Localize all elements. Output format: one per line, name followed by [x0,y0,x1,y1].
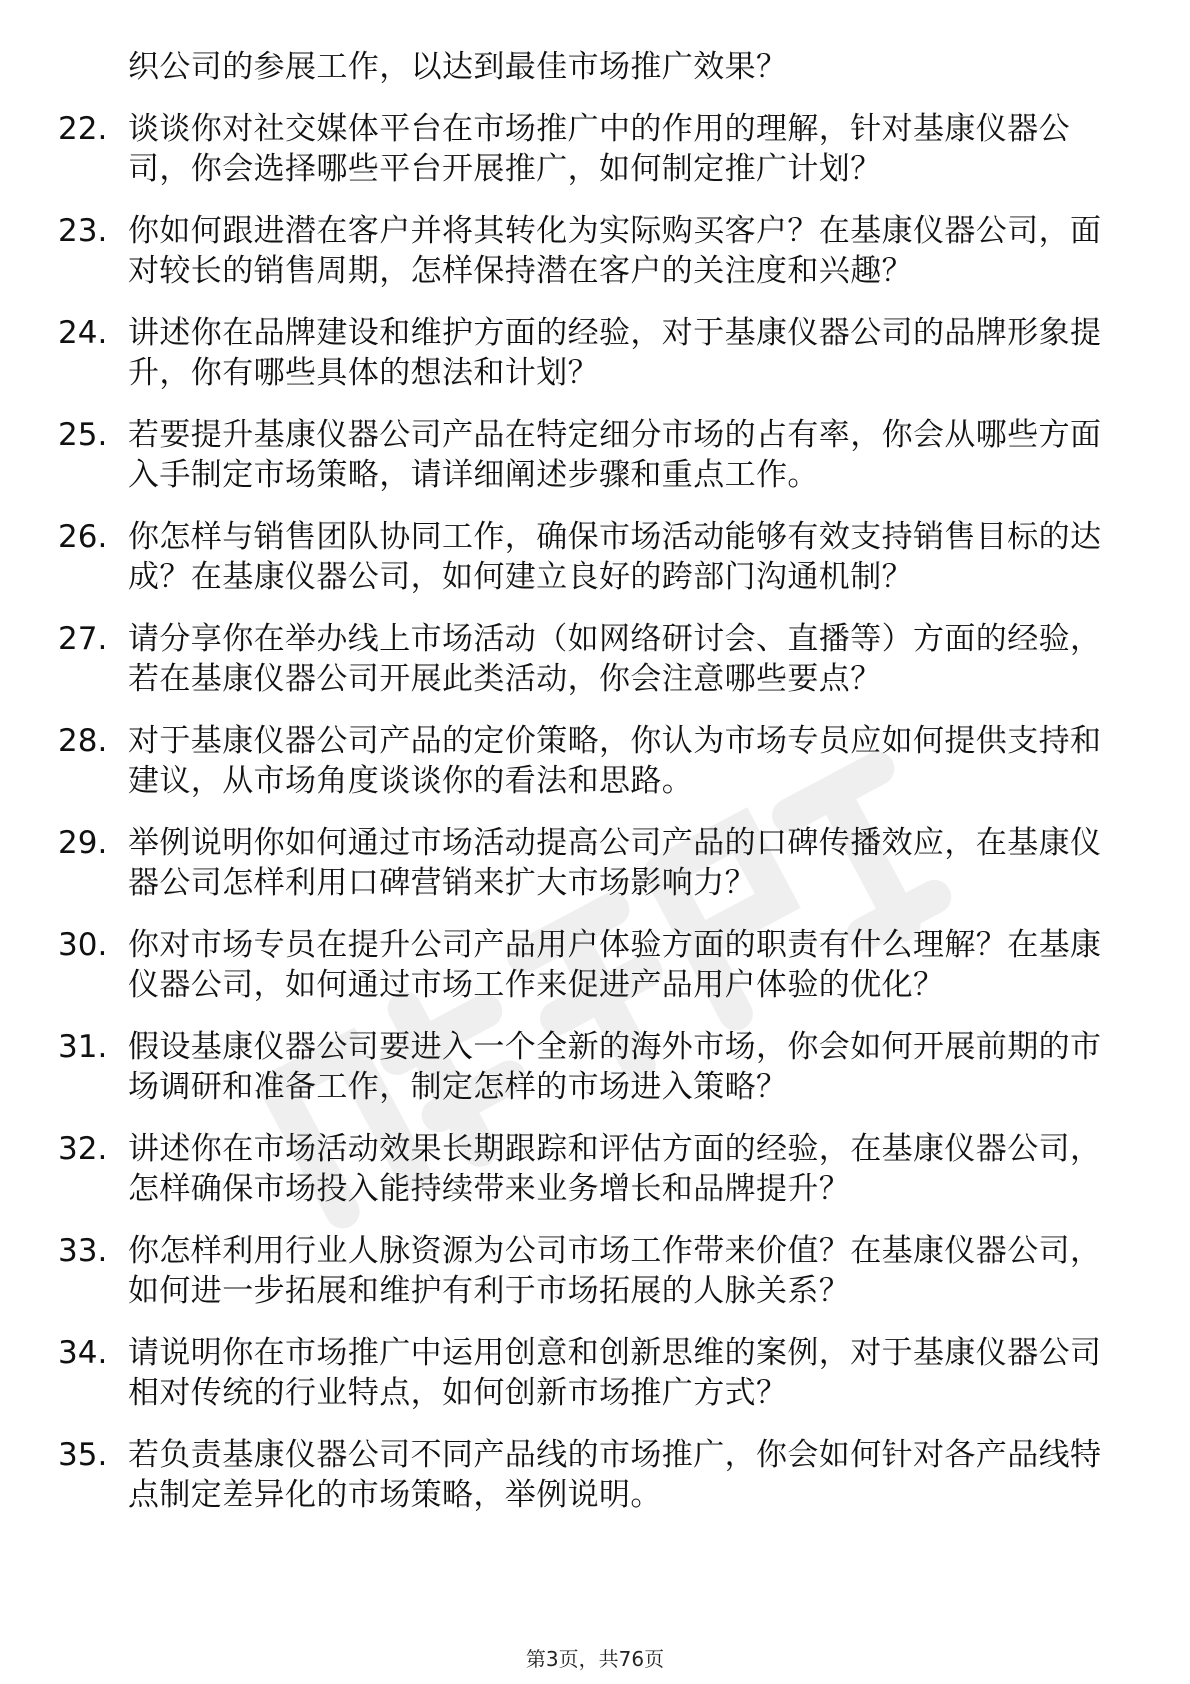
question-number: 29. [58,825,108,861]
question-text: 对于基康仪器公司产品的定价策略，你认为市场专员应如何提供支持和建议，从市场角度谈谈你的看法和思路。 [128,723,1102,799]
question-number: 23. [58,213,108,249]
question-list [0,109,1190,1537]
question-item [0,1333,1128,1413]
question-item [0,211,1128,291]
continuation-text: 织公司的参展工作，以达到最佳市场推广效果？ [128,49,788,85]
question-item [0,1435,1128,1515]
question-number: 22. [58,111,108,147]
question-text: 假设基康仪器公司要进入一个全新的海外市场，你会如何开展前期的市场调研和准备工作，制定怎样的市场进入策略？ [128,1029,1102,1105]
question-text: 讲述你在品牌建设和维护方面的经验，对于基康仪器公司的品牌形象提升，你有哪些具体的想法和计划？ [128,315,1102,391]
question-number: 34. [58,1335,108,1371]
question-number: 31. [58,1029,108,1065]
question-text: 你怎样与销售团队协同工作，确保市场活动能够有效支持销售目标的达成？在基康仪器公司，如何建立良好的跨部门沟通机制？ [128,519,1102,595]
question-item [0,721,1128,801]
page-footer: 第3页，共76页 [525,1647,665,1671]
question-text: 你怎样利用行业人脉资源为公司市场工作带来价值？在基康仪器公司，如何进一步拓展和维护有利于市场拓展的人脉关系？ [128,1233,1102,1309]
question-number: 25. [58,417,108,453]
question-number: 24. [58,315,108,351]
question-number: 30. [58,927,108,963]
question-text: 讲述你在市场活动效果长期跟踪和评估方面的经验，在基康仪器公司，怎样确保市场投入能持续带来业务增长和品牌提升？ [128,1131,1102,1207]
question-number: 33. [58,1233,108,1269]
question-text: 你对市场专员在提升公司产品用户体验方面的职责有什么理解？在基康仪器公司，如何通过市场工作来促进产品用户体验的优化？ [128,927,1102,1003]
question-item [0,619,1128,699]
question-text: 若要提升基康仪器公司产品在特定细分市场的占有率，你会从哪些方面入手制定市场策略，请详细阐述步骤和重点工作。 [128,417,1102,493]
question-number: 27. [58,621,108,657]
question-item [0,1129,1128,1209]
question-number: 35. [58,1437,108,1473]
question-text: 请说明你在市场推广中运用创意和创新思维的案例，对于基康仪器公司相对传统的行业特点，如何创新市场推广方式？ [128,1335,1102,1411]
question-item [0,109,1128,189]
question-item [0,1027,1128,1107]
question-item [0,925,1128,1005]
question-text: 举例说明你如何通过市场活动提高公司产品的口碑传播效应，在基康仪器公司怎样利用口碑营销来扩大市场影响力？ [128,825,1102,901]
question-item [0,823,1128,903]
question-item [0,517,1128,597]
question-number: 26. [58,519,108,555]
question-text: 谈谈你对社交媒体平台在市场推广中的作用的理解，针对基康仪器公司，你会选择哪些平台开展推广，如何制定推广计划？ [128,111,1070,187]
question-item [0,415,1128,495]
question-item [0,1231,1128,1311]
question-text: 若负责基康仪器公司不同产品线的市场推广，你会如何针对各产品线特点制定差异化的市场策略，举例说明。 [128,1437,1102,1513]
question-number: 28. [58,723,108,759]
question-text: 请分享你在举办线上市场活动（如网络研讨会、直播等）方面的经验，若在基康仪器公司开展此类活动，你会注意哪些要点？ [128,621,1102,697]
question-number: 32. [58,1131,108,1167]
question-text: 你如何跟进潜在客户并将其转化为实际购买客户？在基康仪器公司，面对较长的销售周期，怎样保持潜在客户的关注度和兴趣？ [128,213,1102,289]
question-item [0,313,1128,393]
